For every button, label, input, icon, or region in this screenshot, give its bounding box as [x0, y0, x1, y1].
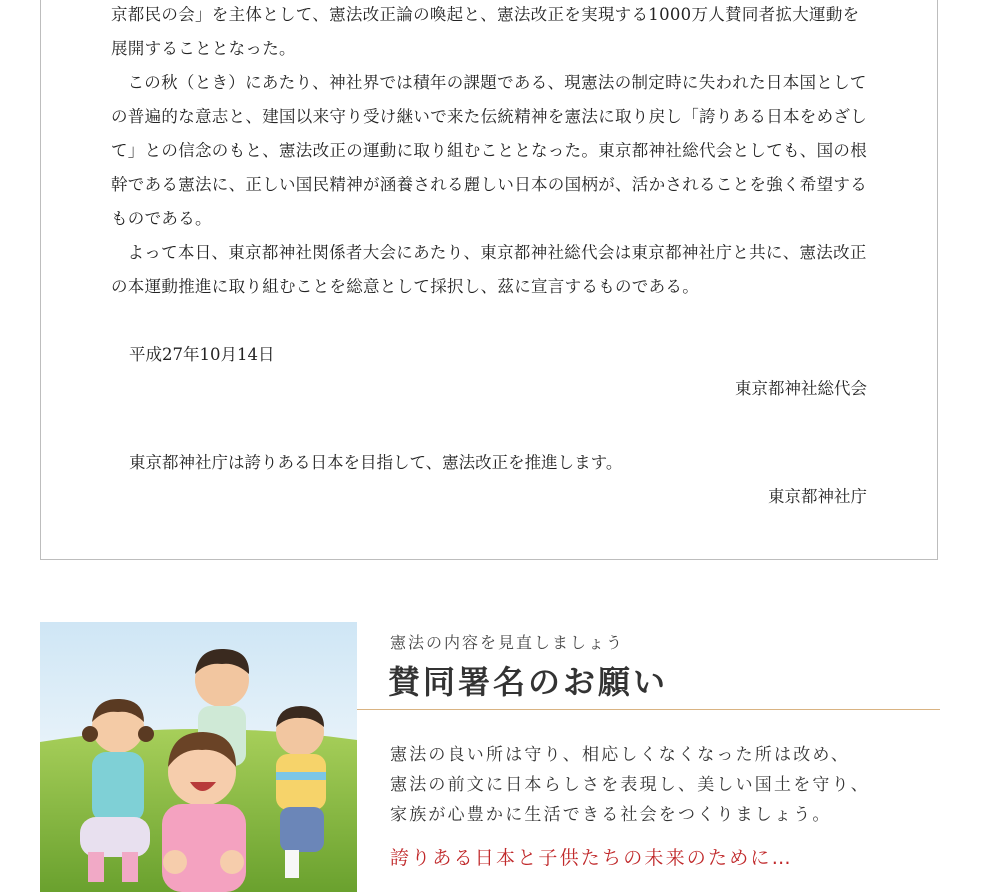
- declaration-paragraph-3: よって本日、東京都神社関係者大会にあたり、東京都神社総代会は東京都神社庁と共に、憲法改正の本運動推進に取り組むことを総意として採択し、茲に宣言するものである。: [111, 243, 867, 296]
- declaration-paragraph-1: 京都民の会」を主体として、憲法改正論の喚起と、憲法改正を実現する1000万人賛同者拡大運動を展開することとなった。: [111, 5, 860, 58]
- petition-heading: 賛同署名のお願い: [388, 663, 669, 701]
- declaration-box: [40, 0, 938, 560]
- appeal-line-2: 憲法の前文に日本らしさを表現し、美しい国土を守り、: [390, 775, 870, 795]
- promotion-statement: 東京都神社庁は誇りある日本を目指して、憲法改正を推進します。: [129, 453, 623, 472]
- children-photo: [40, 622, 357, 892]
- petition-tagline: 誇りある日本と子供たちの未来のために…: [390, 847, 793, 869]
- petition-subheading: 憲法の内容を見直しましょう: [390, 633, 625, 652]
- petition-appeal: [390, 740, 870, 830]
- signatory-jinjacho: 東京都神社庁: [768, 487, 867, 506]
- declaration-date: 平成27年10月14日: [129, 345, 275, 364]
- declaration-text: [111, 0, 871, 304]
- signatory-sodaikai: 東京都神社総代会: [735, 379, 867, 398]
- appeal-line-1: 憲法の良い所は守り、相応しくなくなった所は改め、: [390, 745, 851, 765]
- declaration-paragraph-2: この秋（とき）にあたり、神社界では積年の課題である、現憲法の制定時に失われた日本国としての普遍的な意志と、建国以来守り受け継いで来た伝統精神を憲法に取り戻し「誇りある日本をめざして」との信念のもと、憲法改正の運動に取り組むこととなった。東京都神社総代会としても、国の根幹である憲法に、正しい国民精神が涵養される麗しい日本の国柄が、活かされることを強く希望するものである。: [111, 73, 867, 228]
- heading-divider: [357, 709, 940, 710]
- appeal-line-3: 家族が心豊かに生活できる社会をつくりましょう。: [390, 805, 832, 825]
